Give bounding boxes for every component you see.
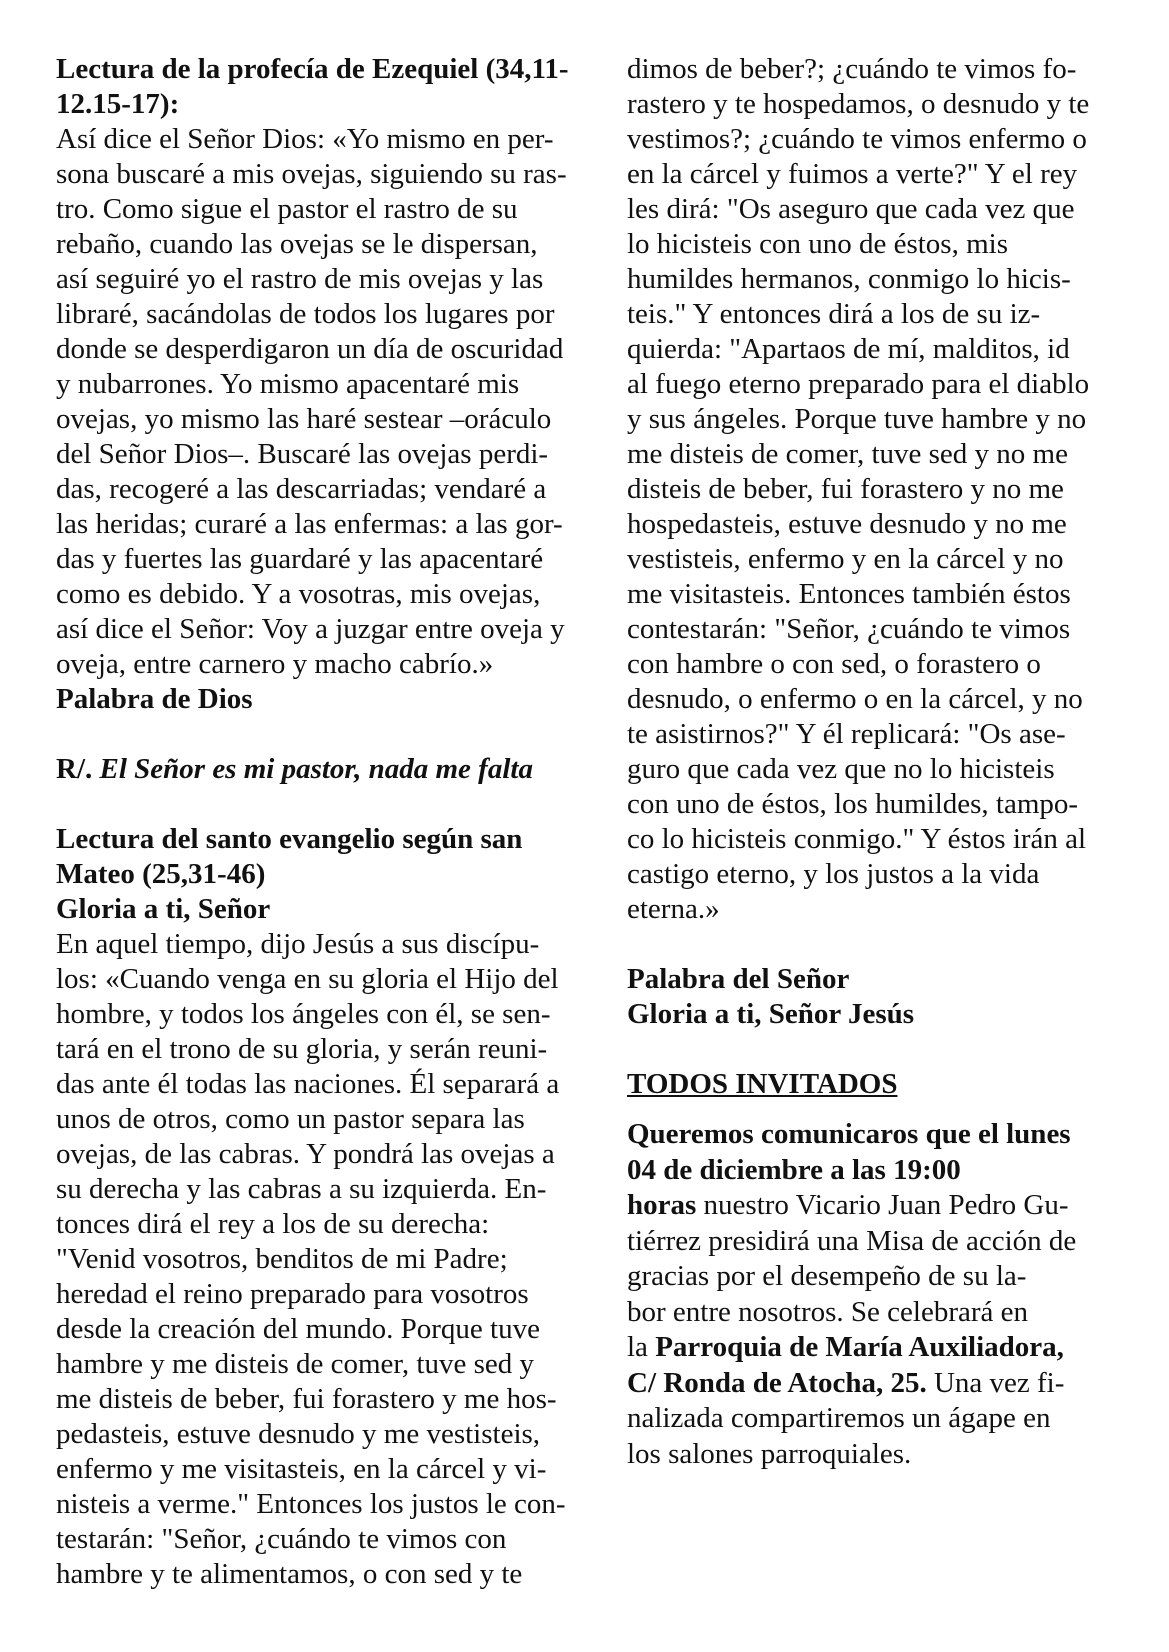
gospel-line: al fuego eterno preparado para el diablo: [627, 368, 1090, 400]
gospel-line: castigo eterno, y los justos a la vida: [627, 858, 1040, 890]
gospel-line: y sus ángeles. Porque tuve hambre y no: [627, 403, 1087, 435]
left-column: [56, 52, 604, 1592]
gloria-jesus: Gloria a ti, Señor Jesús: [627, 998, 915, 1030]
reading-line: sona buscaré a mis ovejas, siguiendo su ras-: [56, 158, 567, 190]
announcement-line: bor entre nosotros. Se celebrará en: [627, 1295, 1029, 1328]
palabra-de-dios: Palabra de Dios: [56, 683, 253, 715]
announcement-heading: TODOS INVITADOS: [627, 1068, 898, 1100]
announcement-text: Una vez fi-: [926, 1366, 1065, 1399]
reading-line: tro. Como sigue el pastor el rastro de su: [56, 193, 518, 225]
announcement-bold: horas: [627, 1189, 697, 1221]
gospel-line: unos de otros, como un pastor separa las: [56, 1103, 525, 1135]
gospel-line: pedasteis, estuve desnudo y me vestisteis,: [56, 1418, 541, 1450]
gospel-continuation: [627, 52, 1127, 927]
ezequiel-title-line-2: 12.15-17):: [56, 88, 180, 120]
gospel-line: teis." Y entonces dirá a los de su iz-: [627, 298, 1041, 330]
reading-line: oveja, entre carnero y macho cabrío.»: [56, 648, 494, 680]
gospel-line: vestimos?; ¿cuándo te vimos enfermo o: [627, 123, 1087, 155]
gospel-line: enfermo y me visitasteis, en la cárcel y vi-: [56, 1453, 547, 1485]
gospel-line: humildes hermanos, conmigo lo hicis-: [627, 263, 1071, 295]
reading-line: das, recogeré a las descarriadas; vendaré a: [56, 473, 547, 505]
gospel-title-line-2: Mateo (25,31-46): [56, 858, 266, 890]
gospel-line: me visitasteis. Entonces también éstos: [627, 578, 1071, 610]
palabra-del-senor: Palabra del Señor: [627, 963, 850, 995]
gospel-line: testarán: "Señor, ¿cuándo te vimos con: [56, 1523, 507, 1555]
gospel-line: nisteis a verme." Entonces los justos le con-: [56, 1488, 566, 1520]
gospel-line: me disteis de beber, fui forastero y me hos-: [56, 1383, 557, 1415]
gospel-line: les dirá: "Os aseguro que cada vez que: [627, 193, 1075, 225]
gospel-line: me disteis de comer, tuve sed y no me: [627, 438, 1068, 470]
gospel-line: su derecha y las cabras a su izquierda. En-: [56, 1173, 547, 1205]
announcement-line: [627, 1188, 1127, 1224]
parish-name: Parroquia de María Auxiliadora,: [655, 1331, 1064, 1363]
gospel-line: disteis de beber, fui forastero y no me: [627, 473, 1064, 505]
reading-line: donde se desperdigaron un día de oscuridad: [56, 333, 564, 365]
announcement-line: tiérrez presidirá una Misa de acción de: [627, 1224, 1077, 1257]
reading-line: del Señor Dios–. Buscaré las ovejas perdi-: [56, 438, 549, 470]
gospel-line: hambre y te alimentamos, o con sed y te: [56, 1558, 523, 1590]
gospel-line: hambre y me disteis de comer, tuve sed y: [56, 1348, 535, 1380]
gospel-line: quierda: "Apartaos de mí, malditos, id: [627, 333, 1070, 365]
gospel-line: co lo hicisteis conmigo." Y éstos irán al: [627, 823, 1087, 855]
announcement-line: nalizada compartiremos un ágape en: [627, 1402, 1051, 1434]
gospel-line: heredad el reino preparado para vosotros: [56, 1278, 529, 1310]
gospel-title-line-1: Lectura del santo evangelio según san: [56, 823, 523, 855]
announcement: [627, 1117, 1127, 1472]
psalm-response: [56, 752, 604, 787]
gospel-line: tonces dirá el rey a los de su derecha:: [56, 1208, 490, 1240]
gospel-line: rastero y te hospedamos, o desnudo y te: [627, 88, 1090, 120]
announcement-line: 04 de diciembre a las 19:00: [627, 1153, 961, 1186]
gospel-line: los: «Cuando venga en su gloria el Hijo del: [56, 963, 559, 995]
gospel-line: hombre, y todos los ángeles con él, se sen-: [56, 998, 551, 1030]
reading-line: ovejas, yo mismo las haré sestear –oráculo: [56, 403, 552, 435]
announcement-text: nuestro Vicario Juan Pedro Gu-: [696, 1189, 1069, 1221]
gospel-line: guro que cada vez que no lo hicisteis: [627, 753, 1055, 785]
announcement-line: [627, 1366, 1127, 1402]
reading-line: Así dice el Señor Dios: «Yo mismo en per-: [56, 123, 554, 155]
right-column: [627, 52, 1127, 1472]
gospel-line: te asistirnos?" Y él replicará: "Os ase-: [627, 718, 1066, 750]
gospel-line: eterna.»: [627, 893, 720, 925]
announcement-line: Queremos comunicaros que el lunes: [627, 1118, 1071, 1150]
gospel-line: En aquel tiempo, dijo Jesús a sus discípu-: [56, 928, 540, 960]
gloria-acclamation: Gloria a ti, Señor: [56, 893, 271, 925]
gospel-line: tará en el trono de su gloria, y serán reuni-: [56, 1033, 548, 1065]
reading-line: das y fuertes las guardaré y las apacentaré: [56, 543, 544, 575]
reading-line: así seguiré yo el rastro de mis ovejas y las: [56, 263, 544, 295]
gospel-line: vestisteis, enfermo y en la cárcel y no: [627, 543, 1064, 575]
reading-line: rebaño, cuando las ovejas se le dispersan,: [56, 228, 538, 260]
ezequiel-title-line-1: Lectura de la profecía de Ezequiel (34,11-: [56, 53, 569, 85]
psalm-text: El Señor es mi pastor, nada me falta: [99, 753, 533, 785]
announcement-line: los salones parroquiales.: [627, 1437, 912, 1470]
gospel-body: [56, 927, 604, 1592]
gospel-line: contestarán: "Señor, ¿cuándo te vimos: [627, 613, 1071, 645]
gospel-line: con uno de éstos, los humildes, tampo-: [627, 788, 1079, 820]
gospel-line: en la cárcel y fuimos a verte?" Y el rey: [627, 158, 1078, 190]
announcement-line: [627, 1330, 1127, 1366]
gospel-line: lo hicisteis con uno de éstos, mis: [627, 228, 1008, 260]
gospel-line: das ante él todas las naciones. Él separará a: [56, 1068, 560, 1100]
reading-line: así dice el Señor: Voy a juzgar entre oveja y: [56, 613, 565, 645]
reading-line: libraré, sacándolas de todos los lugares por: [56, 298, 555, 330]
gospel-line: con hambre o con sed, o forastero o: [627, 648, 1041, 680]
reading-line: como es debido. Y a vosotras, mis ovejas,: [56, 578, 541, 610]
gospel-line: hospedasteis, estuve desnudo y no me: [627, 508, 1067, 540]
reading-line: y nubarrones. Yo mismo apacentaré mis: [56, 368, 520, 400]
ezequiel-body: [56, 122, 604, 682]
gospel-line: desde la creación del mundo. Porque tuve: [56, 1313, 540, 1345]
gospel-line: desnudo, o enfermo o en la cárcel, y no: [627, 683, 1083, 715]
reading-line: las heridas; curaré a las enfermas: a las gor-: [56, 508, 563, 540]
psalm-prefix: R/.: [56, 753, 93, 785]
announcement-text: la: [627, 1331, 656, 1363]
parish-address: C/ Ronda de Atocha, 25.: [627, 1366, 927, 1399]
announcement-line: gracias por el desempeño de su la-: [627, 1260, 1027, 1292]
gospel-line: ovejas, de las cabras. Y pondrá las ovejas a: [56, 1138, 555, 1170]
gospel-line: "Venid vosotros, benditos de mi Padre;: [56, 1243, 508, 1275]
gospel-line: dimos de beber?; ¿cuándo te vimos fo-: [627, 53, 1077, 85]
